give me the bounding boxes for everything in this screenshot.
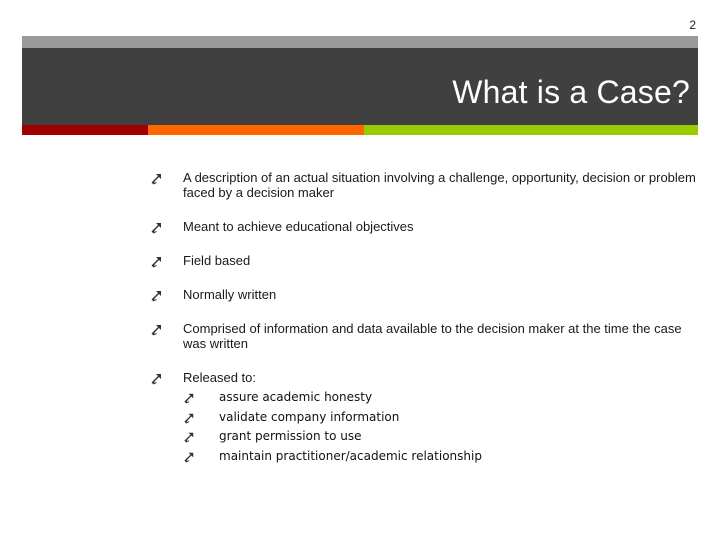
top-strip	[22, 36, 698, 48]
list-item	[150, 219, 700, 234]
sub-list-item	[183, 429, 700, 443]
page-title: What is a Case?	[452, 74, 690, 110]
sub-bullet-text: maintain practitioner/academic relationship	[219, 449, 482, 464]
accent-segment-orange	[148, 125, 364, 135]
arrow-bullet-icon	[150, 220, 164, 234]
arrow-bullet-icon	[150, 171, 164, 185]
bullet-text: Normally written	[183, 287, 277, 302]
list-item	[150, 170, 700, 200]
sub-bullet-text: validate company information	[219, 409, 400, 424]
arrow-bullet-icon	[150, 288, 164, 302]
title-band	[22, 48, 698, 125]
bullet-text: Comprised of information and data available to the decision maker at the time the case was written	[183, 321, 682, 351]
sub-bullet-text: grant permission to use	[219, 429, 362, 444]
sub-list-item	[183, 390, 700, 404]
list-item	[150, 370, 700, 463]
accent-segment-green	[364, 125, 698, 135]
arrow-bullet-icon	[183, 430, 196, 443]
bullet-text: A description of an actual situation involving a challenge, opportunity, decision or problem faced by a decision maker	[183, 170, 696, 200]
sub-bullet-text: assure academic honesty	[219, 390, 373, 404]
arrow-bullet-icon	[183, 411, 196, 424]
arrow-bullet-icon	[150, 371, 164, 385]
sub-list	[183, 390, 700, 463]
accent-bar	[22, 125, 698, 135]
arrow-bullet-icon	[150, 322, 164, 336]
arrow-bullet-icon	[183, 450, 196, 463]
bullet-text: Field based	[183, 253, 251, 268]
arrow-bullet-icon	[183, 391, 196, 404]
bullet-text: Meant to achieve educational objectives	[183, 219, 414, 234]
bullet-list	[150, 170, 700, 482]
list-item	[150, 321, 700, 351]
sub-list-item	[183, 410, 700, 424]
list-item	[150, 253, 700, 268]
list-item	[150, 287, 700, 302]
sub-list-item	[183, 449, 700, 463]
accent-segment-red	[22, 125, 148, 135]
arrow-bullet-icon	[150, 254, 164, 268]
slide-number: 2	[689, 18, 696, 32]
bullet-text: Released to:	[183, 370, 256, 385]
